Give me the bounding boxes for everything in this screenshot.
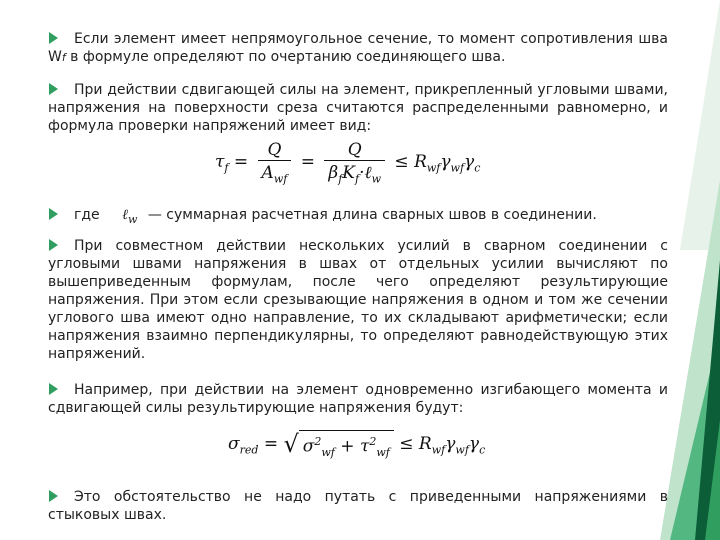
bullet-icon — [49, 208, 58, 220]
p1-text-end: в формуле определяют по очертанию соединяющего шва. — [65, 49, 506, 65]
p2-text: При действии сдвигающей силы на элемент, прикрепленный угловыми швами, напряжения на поверхности среза считаются распределенными равномерно, и формула проверки напряжений имеет вид: — [48, 82, 668, 134]
p3-text: — суммарная расчетная длина сварных швов в соединении. — [147, 207, 597, 223]
bullet-icon — [49, 490, 58, 502]
bullet-icon — [49, 32, 58, 44]
p3-symbol: ℓ$_w$ — [122, 207, 138, 226]
p5-text: Например, при действии на элемент одновременно изгибающего момента и сдвигающей силы результирующие напряжения будут: — [48, 382, 668, 416]
p1-symbol-sub: f — [61, 51, 66, 64]
p4-text: При совместном действии нескольких усилий в сварном соединении с угловыми швами напряжения в швах от отдельных усилии вычисляют по вышеприведенным формулам, после чего определяют результирующие напряжения. При этом если срезывающие напряжения в одном и том же сечении углового шва имеют одно направление, то их складывают арифметически; если напряжения взаимно перпендикулярны, то определяют равнодействующую этих напряжений. — [48, 238, 668, 362]
p3-lead: где — [74, 207, 100, 223]
paragraph-6 — [48, 488, 668, 524]
paragraph-1 — [48, 30, 668, 67]
p6-text: Это обстоятельство не надо путать с приведенными напряжениями в стыковых швах. — [48, 489, 668, 523]
bullet-icon — [49, 83, 58, 95]
paragraph-4 — [48, 237, 668, 363]
bullet-icon — [49, 383, 58, 395]
reduced-stress-formula: $\sigma_{red}$ = √ $\sigma^2_{wf} + \tau^2_{wf} \le R_{wf}\gamma_{wf}\gamma_c$ — [228, 430, 486, 460]
p1-symbol: W — [48, 49, 62, 65]
shear-stress-formula: $\tau_f$ = $\frac{Q}{A_{wf}}$ = $\frac{Q}{\beta_fK_f\cdot\ell_w}$ ≤ $R_{wf}\gamma_{wf}\gamma_c$ — [215, 140, 481, 186]
paragraph-5 — [48, 381, 668, 417]
paragraph-3 — [48, 206, 668, 229]
bullet-icon — [49, 239, 58, 251]
p1-text: Если элемент имеет непрямоугольное сечение, то момент сопротивления шва — [74, 31, 668, 47]
paragraph-2 — [48, 81, 668, 135]
